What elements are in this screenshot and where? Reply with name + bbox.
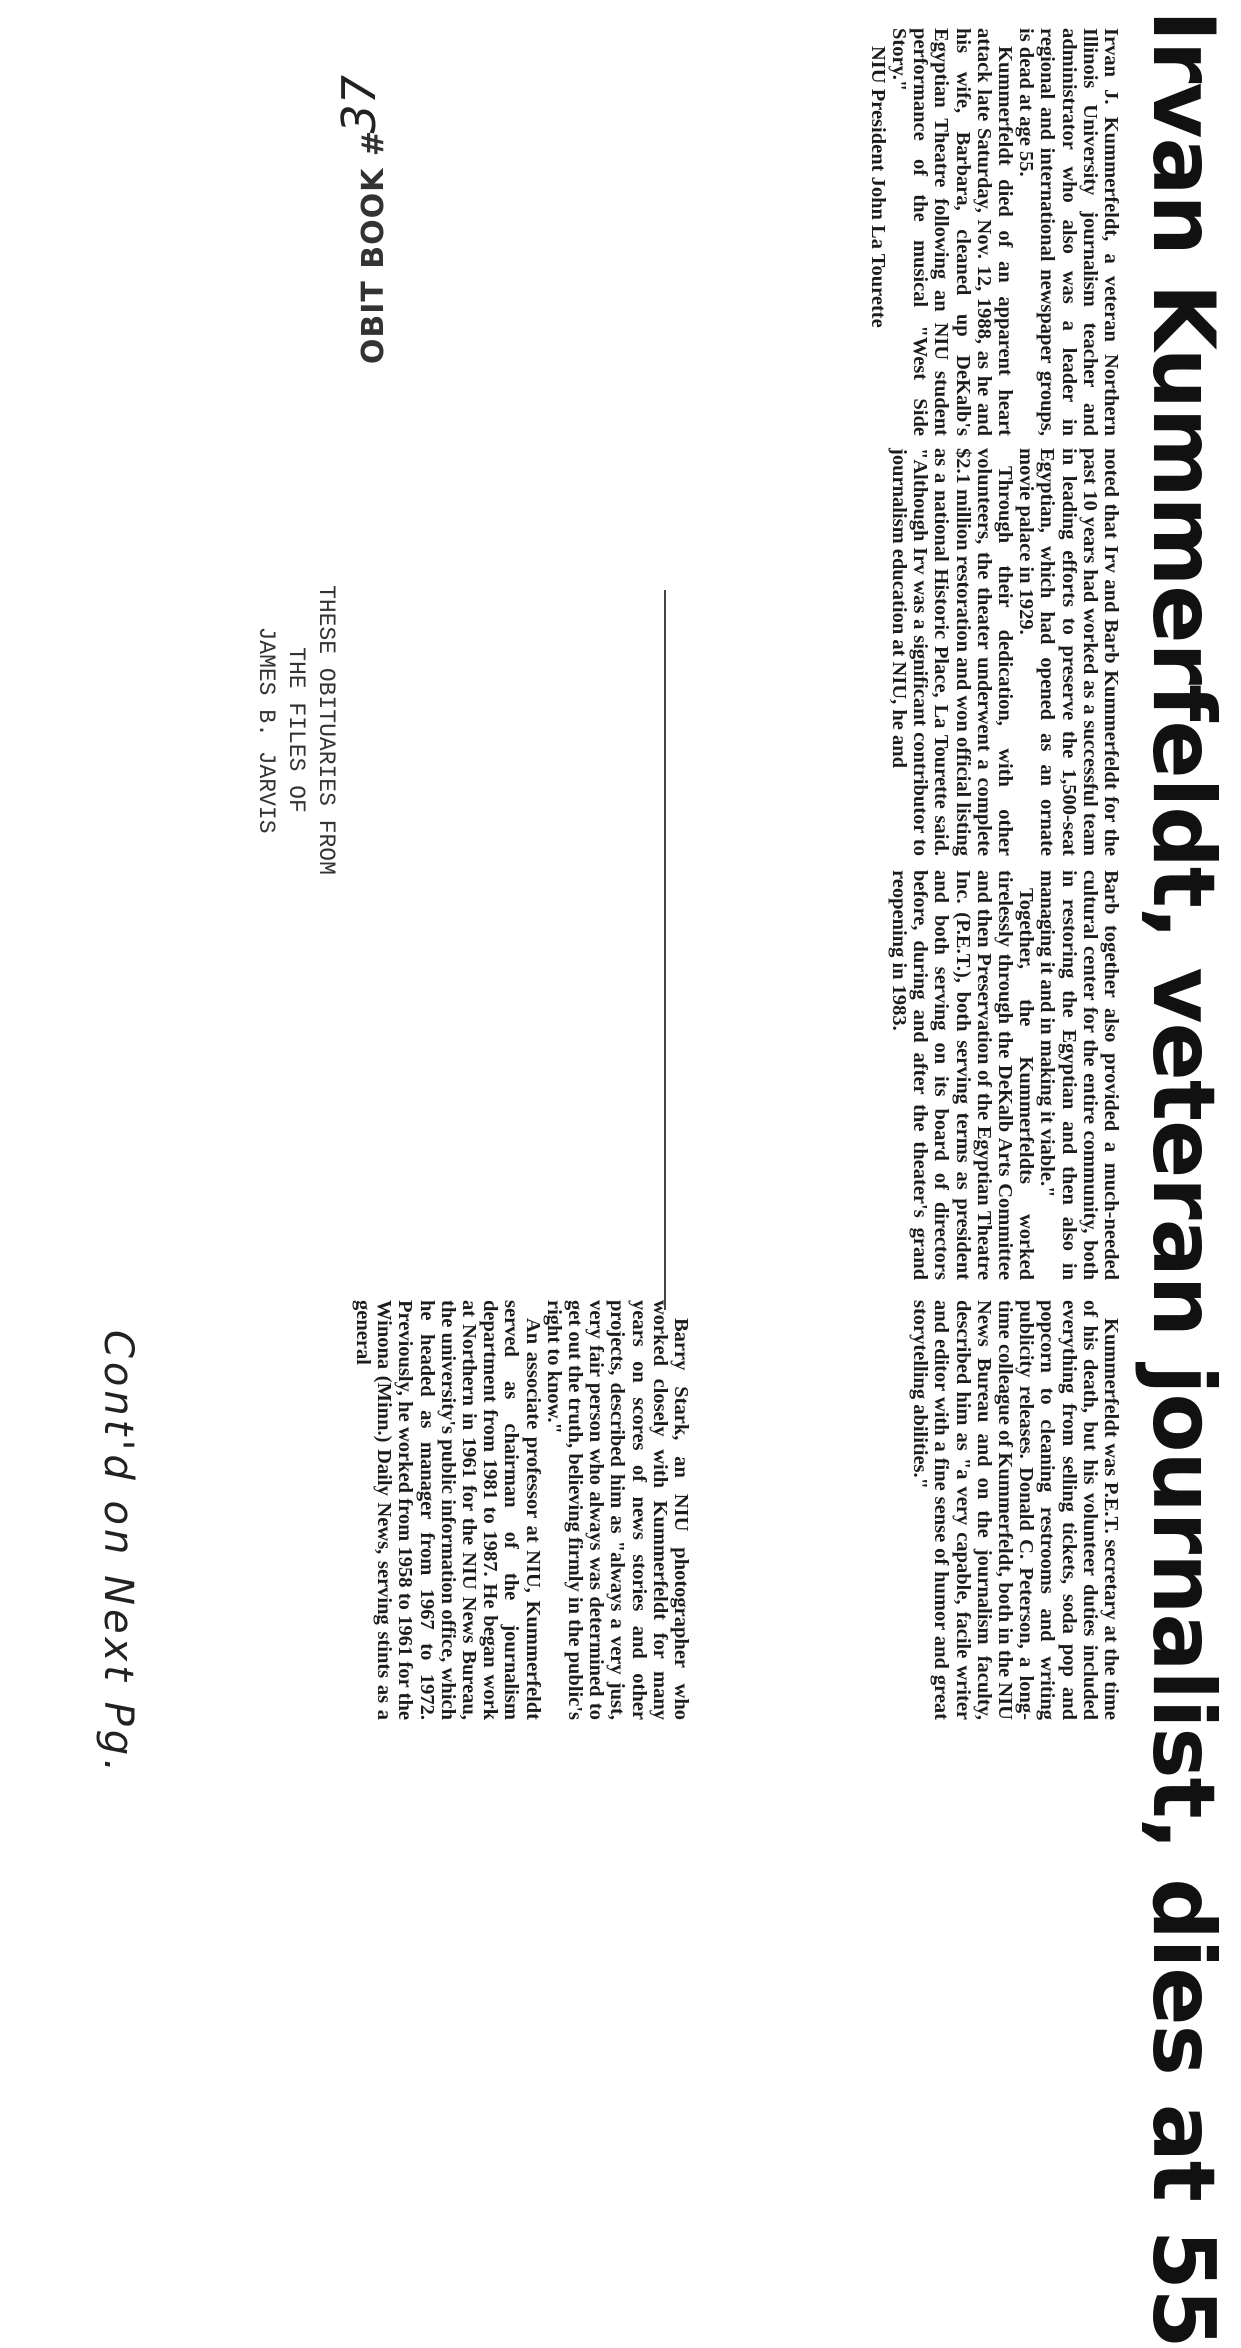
article-column-3 — [888, 870, 1121, 1280]
paragraph: Kummerfeldt died of an apparent heart attack late Saturday, Nov. 12, 1988, as he and his wife, Barbara, cleaned up DeKalb's Egyptian Theatre following an NIU student performance of the musical "West Side Story." — [887, 28, 1016, 436]
paragraph: Kummerfeldt was P.E.T. secretary at the time of his death, but his volunteer duties included everything from selling tickets, soda pop and popcorn to cleaning restrooms and writing publicity releases. Donald C. Peterson, a long-time colleague of Kummerfeldt, both in the NIU News Bureau and on the journalism faculty, described him as "a very capable, facile writer and editor with a fine sense of humor and great storytelling abilities." — [909, 1300, 1122, 1720]
continued-note: Cont'd on Next Pg. — [95, 1330, 141, 1776]
article-column-4 — [909, 1300, 1121, 1720]
obit-book-number: 37 — [332, 75, 386, 134]
obit-book-stamp: OBIT BOOK # — [356, 130, 391, 365]
paragraph: An associate professor at NIU, Kummerfeldt served as chairman of the journalism department from 1981 to 1987. He began work at Northern in 1961 for the NIU News Bureau, the university's public information office, which he headed as manager from 1967 to 1972. Previously, he worked from 1958 to 1961 for the Winona (Minn.) Daily News, serving stints as a general — [351, 1300, 544, 1720]
article-column-5 — [352, 1300, 691, 1720]
paragraph: noted that Irv and Barb Kummerfeldt for the past 10 years had worked as a successful team in leading efforts to preserve the 1,500-seat Egyptian, which had opened as an ornate movie palace in 1929. — [1015, 448, 1122, 856]
paragraph: Barb together also provided a much-needed cultural center for the entire community, both in restoring the Egyptian and then also in managing it and in making it viable." — [1036, 870, 1122, 1280]
files-note: THESE OBITUARIES FROM THE FILES OF JAMES B. JARVIS — [253, 585, 339, 875]
article-column-2 — [888, 448, 1121, 856]
column-divider — [664, 590, 666, 1310]
article-column-1 — [867, 28, 1121, 436]
paragraph: Barry Stark, an NIU photographer who worked closely with Kummerfeldt for many years on scores of news stories and other projects, described him as "always a very just, very fair person who always was determined to get out the truth, believing firmly in the public's right to know." — [542, 1300, 692, 1720]
paragraph: Irvan J. Kummerfeldt, a veteran Northern Illinois University journalism teacher and administrator who also was a leader in regional and international newspaper groups, is dead at age 55. — [1015, 28, 1122, 436]
paragraph: Together, the Kummerfeldts worked tirelessly through the DeKalb Arts Committee and then Preservation of the Egyptian Theatre Inc. (P.E.T.), both serving terms as president and both serving on its board of directors before, during and after the theater's grand reopening in 1983. — [887, 870, 1038, 1280]
headline: Irvan Kummerfeldt, veteran journalist, dies at 55 — [1133, 10, 1233, 2348]
paragraph: Through their dedication, with other volunteers, the theater underwent a complete $2.1 million restoration and won official listing as a national Historic Place, La Tourette said. "Although Irv was a significant contributor to journalism education at NIU, he and — [887, 448, 1016, 856]
paragraph: NIU President John La Tourette — [866, 46, 889, 328]
